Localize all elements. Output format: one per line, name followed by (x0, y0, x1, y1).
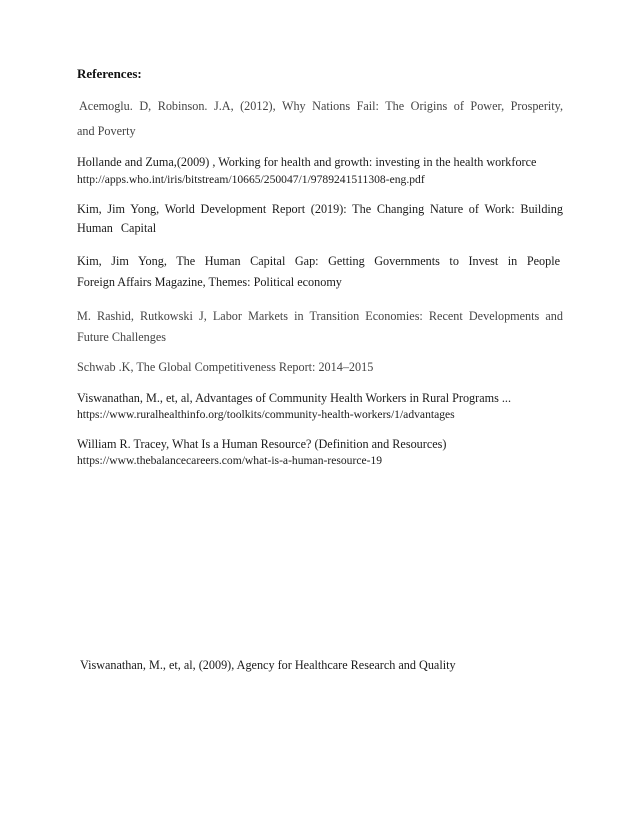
reference-1-line-1: Acemoglu. D, Robinson. J.A, (2012), Why Nations Fail: The Origins of Power, Prosperity, (79, 99, 563, 113)
reference-7-url: https://www.ruralhealthinfo.org/toolkits/community-health-workers/1/advantages (77, 408, 455, 421)
reference-3-line-2: Human Capital (77, 221, 157, 235)
reference-6-line-1: Schwab .K, The Global Competitiveness Report: 2014–2015 (77, 360, 374, 374)
reference-5-line-1: M. Rashid, Rutkowski J, Labor Markets in Transition Economies: Recent Developments and (77, 309, 563, 323)
reference-2-line-1: Hollande and Zuma,(2009) , Working for health and growth: investing in the health workforce (77, 155, 537, 169)
reference-7-line-1: Viswanathan, M., et, al, Advantages of Community Health Workers in Rural Programs ... (77, 391, 512, 405)
reference-4-line-1: Kim, Jim Yong, The Human Capital Gap: Getting Governments to Invest in People (77, 254, 560, 268)
reference-4-line-2: Foreign Affairs Magazine, Themes: Political economy (77, 275, 342, 289)
reference-9-line-1: Viswanathan, M., et, al, (2009), Agency for Healthcare Research and Quality (80, 658, 456, 672)
reference-5-line-2: Future Challenges (77, 330, 167, 344)
reference-2-url: http://apps.who.int/iris/bitstream/10665/250047/1/9789241511308-eng.pdf (77, 173, 425, 186)
reference-1-line-2: and Poverty (77, 124, 136, 138)
reference-8-url: https://www.thebalancecareers.com/what-is-a-human-resource-19 (77, 454, 383, 467)
reference-3-line-1: Kim, Jim Yong, World Development Report (2019): The Changing Nature of Work: Building (77, 202, 563, 216)
references-heading: References: (77, 66, 142, 81)
reference-8-line-1: William R. Tracey, What Is a Human Resource? (Definition and Resources) (77, 437, 447, 451)
